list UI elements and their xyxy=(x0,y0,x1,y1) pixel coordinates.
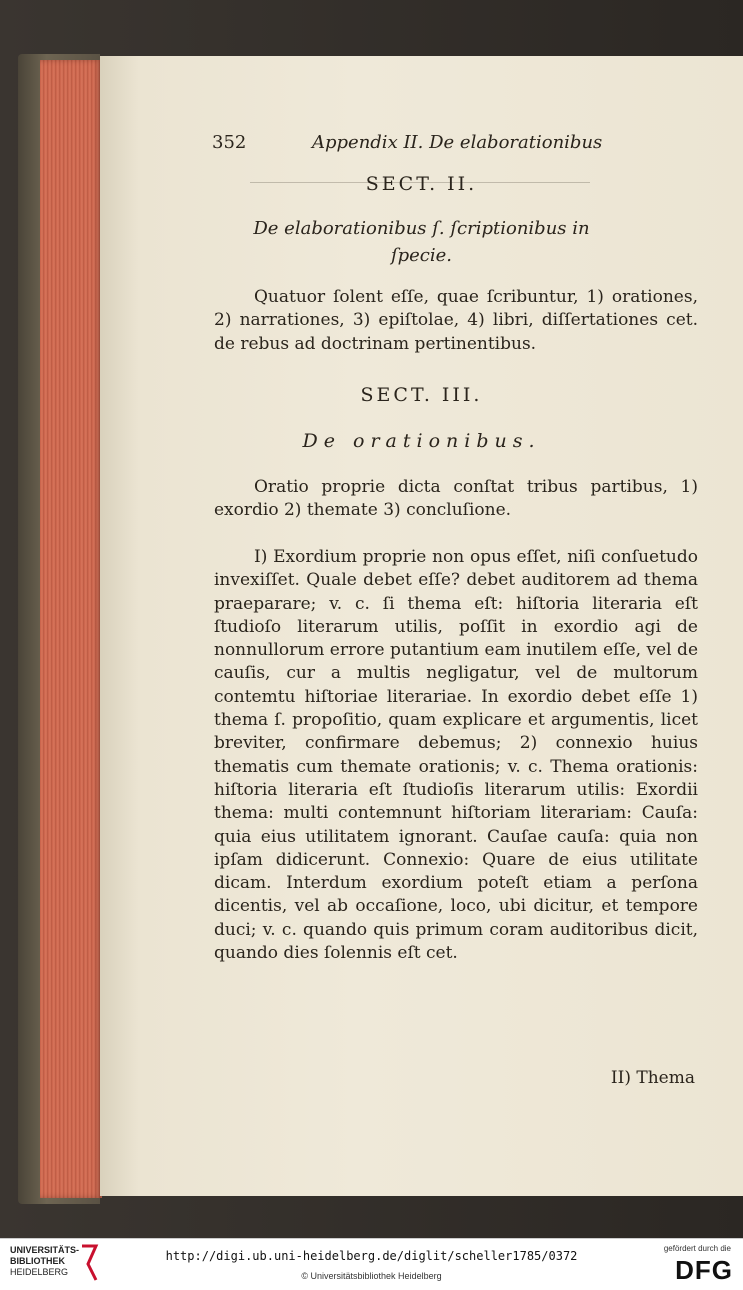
dfg-logo: DFG xyxy=(675,1255,733,1285)
funded-by-caption: gefördert durch die xyxy=(663,1244,731,1253)
section-3-intro: Oratio proprie dicta conſtat tribus partibus, 1) exordio 2) themate 3) concluſione. xyxy=(214,477,698,521)
running-head: Appendix II. De elaborationibus xyxy=(312,132,603,153)
section-2-body: Quatuor ſolent eſſe, quae ſcribuntur, 1) orationes, 2) narrationes, 3) epiſtolae, 4) libri, diſſertationes cet. de rebus ad doctrinam pertinentibus. xyxy=(214,287,698,354)
footer-bar xyxy=(0,1238,743,1290)
section-2-subtitle: De elaborationibus ſ. ſcriptionibus in ſpecie. xyxy=(253,218,590,266)
library-logo: UNIVERSITÄTS- BIBLIOTHEK HEIDELBERG xyxy=(10,1245,80,1277)
section-2-title: SECT. II. xyxy=(365,173,478,195)
page-number: 352 xyxy=(212,132,247,153)
book-page xyxy=(100,56,743,1196)
page-edge xyxy=(40,60,102,1198)
section-3-subtitle: De orationibus. xyxy=(302,430,541,452)
copyright-notice: © Universitätsbibliothek Heidelberg xyxy=(301,1271,442,1281)
section-3-title: SECT. III. xyxy=(360,384,483,406)
catchword: II) Thema xyxy=(610,1068,695,1088)
permalink-url[interactable]: http://digi.ub.uni-heidelberg.de/diglit/scheller1785/0372 xyxy=(165,1249,578,1263)
section-3-body: I) Exordium proprie non opus eſſet, niſi conſuetudo invexiſſet. Quale debet eſſe? debet auditorem ad thema praeparare; v. c. ſi thema eſt: hiſtoria literaria eſt ſtudioſo literarum utilis, poſſit in exordio agi de nonnullorum errore putantium eam inutilem eſſe, vel de cauſis, cur a multis negligatur, vel de multorum contemtu hiſtoriae literariae. In exordio debet eſſe 1) thema ſ. propoſitio, quam explicare et argumentis, licet breviter, confirmare debemus; 2) connexio huius thematis cum themate orationis; v. c. Thema orationis: hiſtoria literaria eſt ſtudioſis literarum utilis: Exordii thema: multi contemnunt hiſtoriam literariam: Cauſa: quia eius utilitatem ignorant. Cauſae cauſa: quia non ipſam didicerunt. Connexio: Quare de eius utilitate dicam. Interdum exordium poteſt etiam a perſona dicentis, vel ab occaſione, loco, ubi dicitur, et tempore duci; v. c. quando quis primum coram auditoribus dicit, quando dies ſolennis eſt cet. xyxy=(214,547,698,964)
